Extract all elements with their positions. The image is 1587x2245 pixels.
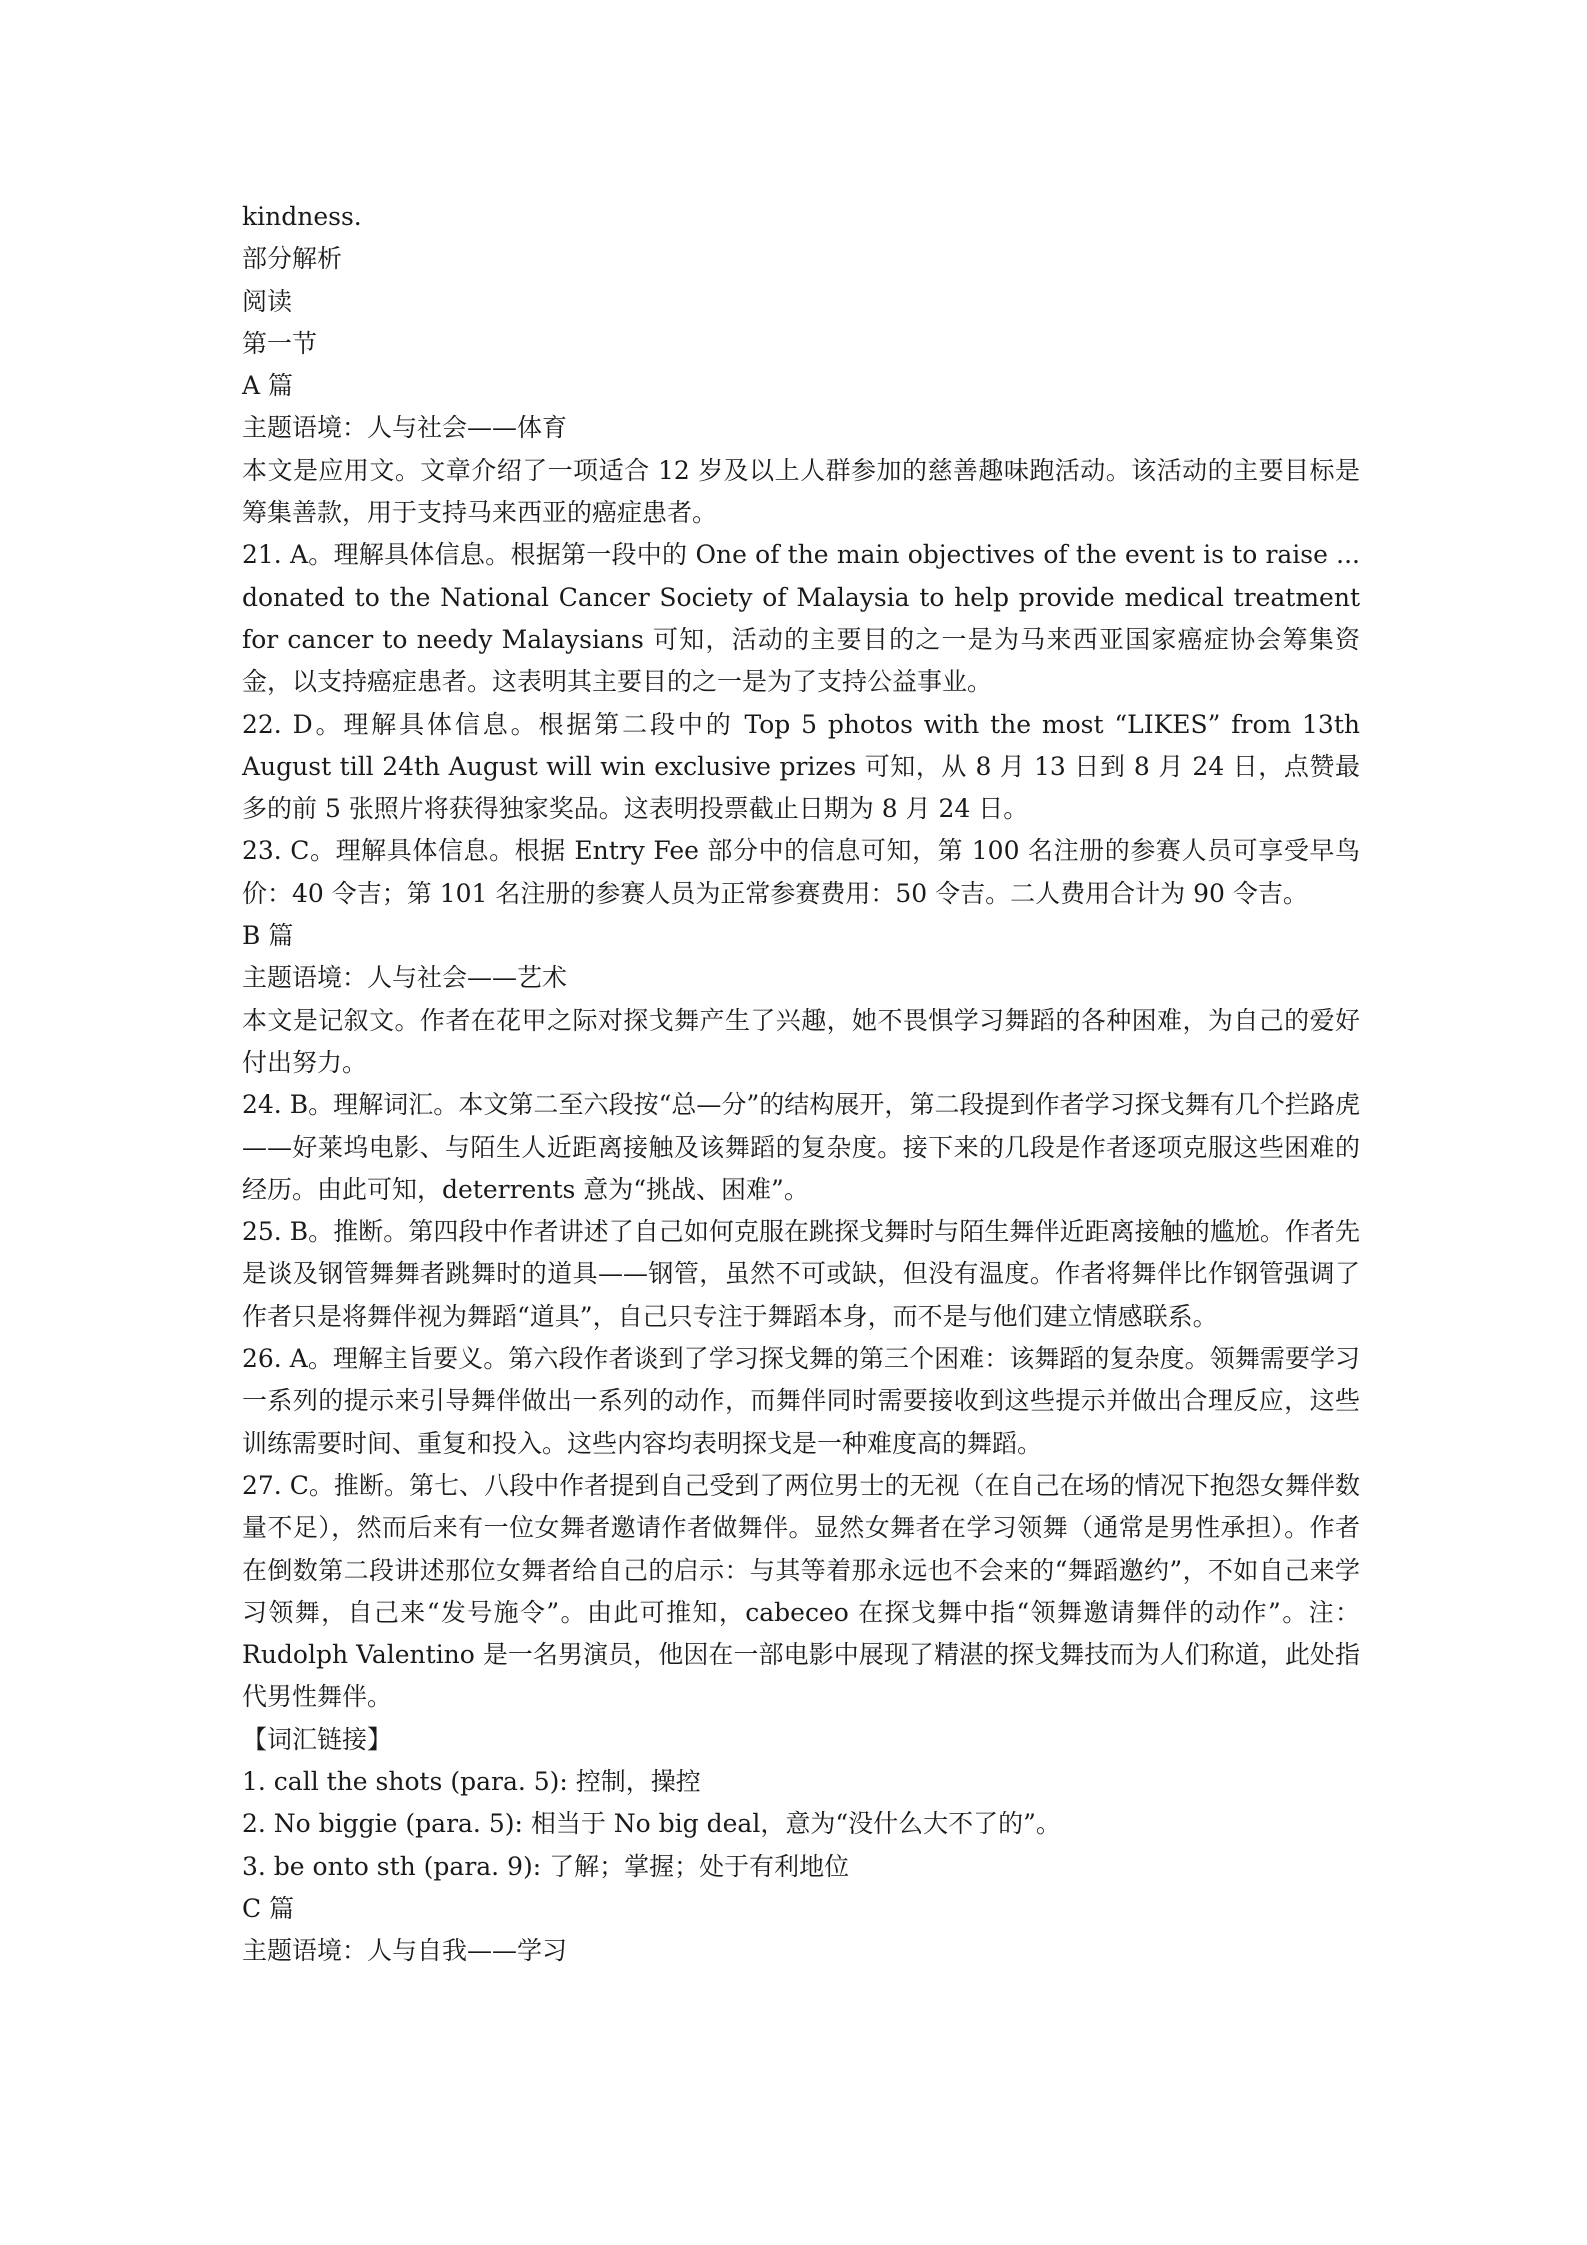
answer-26: 26. A。理解主旨要义。第六段作者谈到了学习探戈舞的第三个困难：该舞蹈的复杂度。领舞需要学习一系列的提示来引导舞伴做出一系列的动作，而舞伴同时需要接收到这些提示并做出合理反应，这些训练需要时间、重复和投入。这些内容均表明探戈是一种难度高的舞蹈。 <box>242 1344 1360 1458</box>
section-heading-partial-analysis: 部分解析 <box>242 244 343 274</box>
answer-22: 22. D。理解具体信息。根据第二段中的 Top 5 photos with the most “LIKES” from 13th August till 24th August will win exclusive prizes 可知，从 8 月 13 日到 8 月 24 日，点赞最多的前 5 张照片将获得独家奖品。这表明投票截止日期为 8 月 24 日。 <box>242 709 1360 824</box>
vocabulary-item-2: 2. No biggie (para. 5): 相当于 No big deal，意为“没什么大不了的”。 <box>242 1809 1061 1839</box>
theme-context-a: 主题语境：人与社会——体育 <box>242 413 568 443</box>
answer-24: 24. B。理解词汇。本文第二至六段按“总—分”的结构展开，第二段提到作者学习探戈舞有几个拦路虎——好莱坞电影、与陌生人近距离接触及该舞蹈的复杂度。接下来的几段是作者逐项克服这些困难的经历。由此可知，deterrents 意为“挑战、困难”。 <box>242 1090 1360 1204</box>
text-line-kindness: kindness. <box>242 202 362 231</box>
passage-summary-b: 本文是记叙文。作者在花甲之际对探戈舞产生了兴趣，她不畏惧学习舞蹈的各种困难，为自己的爱好付出努力。 <box>242 1005 1360 1077</box>
answer-27: 27. C。推断。第七、八段中作者提到自己受到了两位男士的无视（在自己在场的情况下抱怨女舞伴数量不足），然而后来有一位女舞者邀请作者做舞伴。显然女舞者在学习领舞（通常是男性承担）。作者在倒数第二段讲述那位女舞者给自己的启示：与其等着那永远也不会来的“舞蹈邀约”，不如自己来学习领舞，自己来“发号施令”。由此可推知，cabeceo 在探戈舞中指“领舞邀请舞伴的动作”。注：Rudolph Valentino 是一名男演员，他因在一部电影中展现了精湛的探戈舞技而为人们称道，此处指代男性舞伴。 <box>242 1470 1360 1712</box>
section-heading-part-one: 第一节 <box>242 328 318 358</box>
section-heading-reading: 阅读 <box>242 286 293 316</box>
vocabulary-item-1: 1. call the shots (para. 5): 控制，操控 <box>242 1766 701 1796</box>
answer-21: 21. A。理解具体信息。根据第一段中的 One of the main objectives of the event is to raise ... donated to the National Cancer Society of Malaysia to help provide medical treatment for cancer to needy Malaysians 可知，活动的主要目的之一是为马来西亚国家癌症协会筹集资金，以支持癌症患者。这表明其主要目的之一是为了支持公益事业。 <box>242 540 1360 697</box>
answer-25: 25. B。推断。第四段中作者讲述了自己如何克服在跳探戈舞时与陌生舞伴近距离接触的尴尬。作者先是谈及钢管舞舞者跳舞时的道具——钢管，虽然不可或缺，但没有温度。作者将舞伴比作钢管强调了作者只是将舞伴视为舞蹈“道具”，自己只专注于舞蹈本身，而不是与他们建立情感联系。 <box>242 1217 1360 1331</box>
passage-heading-a: A 篇 <box>242 371 294 401</box>
theme-context-b: 主题语境：人与社会——艺术 <box>242 963 568 993</box>
vocabulary-heading: 【词汇链接】 <box>242 1724 393 1754</box>
passage-summary-a: 本文是应用文。文章介绍了一项适合 12 岁及以上人群参加的慈善趣味跑活动。该活动的主要目标是筹集善款，用于支持马来西亚的癌症患者。 <box>242 455 1360 528</box>
vocabulary-item-3: 3. be onto sth (para. 9): 了解；掌握；处于有利地位 <box>242 1851 850 1881</box>
passage-heading-b: B 篇 <box>242 921 294 951</box>
passage-heading-c: C 篇 <box>242 1893 295 1923</box>
document-body <box>242 196 1360 1972</box>
theme-context-c: 主题语境：人与自我——学习 <box>242 1936 568 1966</box>
answer-23: 23. C。理解具体信息。根据 Entry Fee 部分中的信息可知，第 100 名注册的参赛人员可享受早鸟价：40 令吉；第 101 名注册的参赛人员为正常参赛费用：50 令吉。二人费用合计为 90 令吉。 <box>242 836 1360 908</box>
